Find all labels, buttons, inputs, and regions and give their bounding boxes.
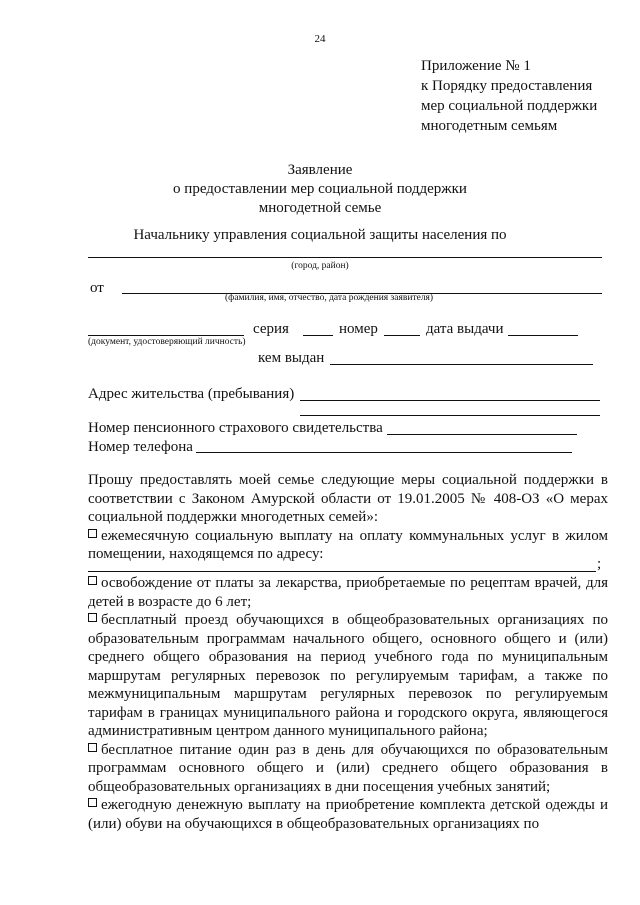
utilities-address-field[interactable] bbox=[88, 571, 596, 572]
benefit-item-clothing bbox=[88, 796, 608, 833]
series-field[interactable] bbox=[303, 335, 333, 336]
title-line: о предоставлении мер социальной поддержки bbox=[173, 181, 467, 197]
benefit-item-medicine bbox=[88, 574, 608, 611]
checkbox-clothing[interactable] bbox=[88, 798, 97, 807]
benefit-text: ежемесячную социальную выплату на оплату коммунальных услуг в жилом помещении, находящемся по адресу: bbox=[88, 527, 608, 562]
number-label: номер bbox=[339, 321, 378, 337]
city-field[interactable] bbox=[88, 257, 602, 258]
number-field[interactable] bbox=[384, 335, 420, 336]
title-line: Заявление bbox=[287, 162, 353, 178]
address-field-line2[interactable] bbox=[300, 415, 600, 416]
page-number: 24 bbox=[314, 33, 326, 45]
address-label: Адрес жительства (пребывания) bbox=[88, 386, 295, 402]
issued-by-label: кем выдан bbox=[258, 350, 325, 366]
phone-field[interactable] bbox=[196, 452, 572, 453]
benefit-text: освобождение от платы за лекарства, приобретаемые по рецептам врачей, для детей в возрасте до 6 лет; bbox=[88, 575, 608, 610]
request-block bbox=[88, 471, 608, 564]
appendix-line: многодетным семьям bbox=[421, 118, 558, 134]
from-label: от bbox=[90, 280, 104, 296]
checkbox-transport[interactable] bbox=[88, 613, 97, 622]
benefit-item-transport bbox=[88, 611, 608, 741]
checkbox-utilities[interactable] bbox=[88, 529, 97, 538]
document-hint: (документ, удостоверяющий личность) bbox=[88, 337, 246, 347]
series-label: серия bbox=[253, 321, 289, 337]
issue-date-label: дата выдачи bbox=[426, 321, 504, 337]
pension-field[interactable] bbox=[387, 434, 577, 435]
title-line: многодетной семье bbox=[258, 200, 382, 216]
issue-date-field[interactable] bbox=[508, 335, 578, 336]
issued-by-field[interactable] bbox=[330, 364, 593, 365]
address-field[interactable] bbox=[300, 400, 600, 401]
appendix-line: Приложение № 1 bbox=[421, 58, 531, 74]
benefits-list bbox=[88, 574, 608, 833]
phone-label: Номер телефона bbox=[88, 439, 193, 455]
appendix-line: мер социальной поддержки bbox=[421, 98, 598, 114]
applicant-hint: (фамилия, имя, отчество, дата рождения заявителя) bbox=[225, 293, 434, 303]
appendix-line: к Порядку предоставления bbox=[421, 78, 593, 94]
benefit-text: бесплатный проезд обучающихся в общеобразовательных организациях по образовательным программам начального общего, основного общего и (или) среднего общего образования на период учебного года по муниципальным маршрутам регулярных перевозок по регулируемым тарифам, а также по межмуниципальным маршрутам регулярных перевозок по регулируемым тарифам в границах муниципального района и городского округа, являющегося административным центром данного муниципального района; bbox=[88, 612, 608, 739]
checkbox-meals[interactable] bbox=[88, 743, 97, 752]
benefit-text: бесплатное питание один раз в день для обучающихся по образовательным программам основного общего и (или) среднего общего образования в общеобразовательных организациях в дни посещения учебных занятий; bbox=[88, 741, 608, 795]
document-field[interactable] bbox=[88, 335, 244, 336]
request-intro: Прошу предоставлять моей семье следующие меры социальной поддержки в соответствии с Законом Амурской области от 19.01.2005 № 408-ОЗ «О мерах социальной поддержки многодетных семей»: bbox=[88, 472, 608, 525]
city-hint: (город, район) bbox=[291, 261, 349, 271]
checkbox-medicine[interactable] bbox=[88, 576, 97, 585]
utilities-end: ; bbox=[597, 556, 602, 572]
document-title bbox=[0, 161, 640, 218]
addressee: Начальнику управления социальной защиты населения по bbox=[133, 227, 507, 243]
benefit-text: ежегодную денежную выплату на приобретение комплекта детской одежды и (или) обуви на обучающихся в общеобразовательных организациях по bbox=[88, 797, 608, 832]
appendix-note bbox=[421, 56, 597, 136]
benefit-item-meals bbox=[88, 741, 608, 797]
pension-label: Номер пенсионного страхового свидетельства bbox=[88, 420, 383, 436]
benefit-item-utilities bbox=[88, 527, 608, 564]
